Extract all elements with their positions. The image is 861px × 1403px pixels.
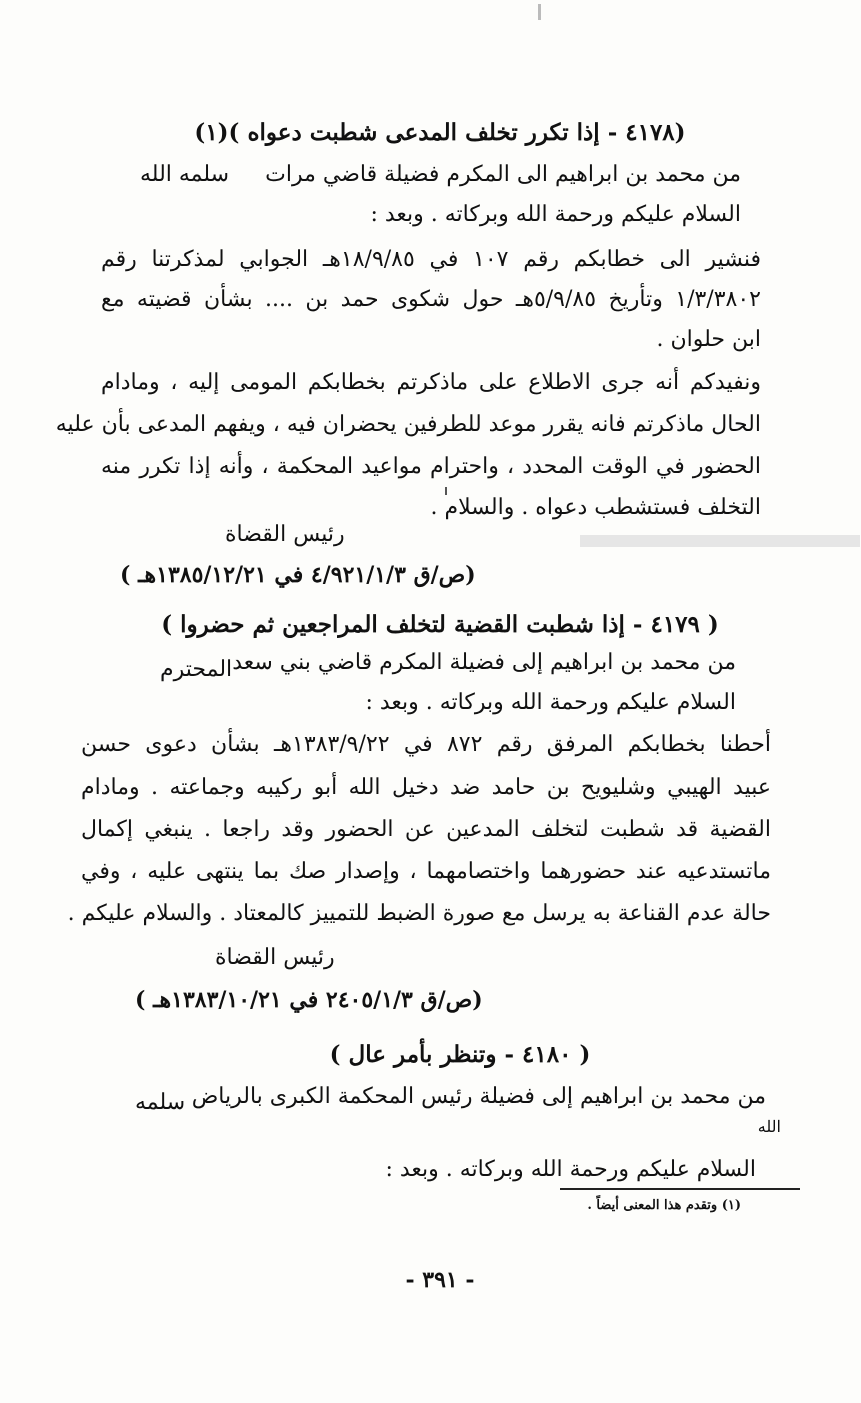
scan-speck	[445, 487, 447, 495]
letter-4179-p1-line1: أحطنا بخطابكم المرفق رقم ٨٧٢ في ١٣٨٣/٩/٢٢هـ بشأن دعوى حسن	[81, 732, 771, 757]
footnote: (١) وتقدم هذا المعنى أيضاً .	[587, 1198, 741, 1213]
letter-4178-p1-line2: ١/٣/٣٨٠٢ وتأريخ ٥/٩/٨٥هـ حول شكوى حمد بن .... بشأن قضيته مع	[101, 287, 761, 312]
letter-4178-p1-line3: ابن حلوان .	[656, 327, 761, 352]
letter-4178-reference: (ص/ق ٤/٩٢١/١/٣ في ١٣٨٥/١٢/٢١هـ )	[120, 562, 476, 588]
letter-4179-p1-line5: حالة عدم القناعة به يرسل مع صورة الضبط للتمييز كالمعتاد . والسلام عليكم .	[67, 901, 771, 926]
letter-4179-p1-line3: القضية قد شطبت لتخلف المدعين عن الحضور وقد راجعا . ينبغي إكمال	[81, 817, 771, 842]
letter-4178-heading: (٤١٧٨ - إذا تكرر تخلف المدعى شطبت دعواه )(١)	[194, 119, 686, 146]
letter-4180-heading: ( ٤١٨٠ - وتنظر بأمر عال )	[329, 1041, 591, 1068]
letter-4179-greeting: السلام عليكم ورحمة الله وبركاته . وبعد :	[365, 690, 736, 715]
letter-4178-p2-line1: ونفيدكم أنه جرى الاطلاع على ماذكرتم بخطابكم المومى إليه ، ومادام	[101, 370, 761, 395]
letter-4178-salute: سلمه الله	[140, 162, 230, 187]
footnote-rule	[560, 1188, 800, 1190]
letter-4179-p1-line4: ماتستدعيه عند حضورهما واختصامهما ، وإصدار صك بما ينتهى عليه ، وفي	[81, 859, 771, 884]
letter-4178-p2-line2: الحال ماذكرتم فانه يقرر موعد للطرفين يحضران فيه ، ويفهم المدعى بأن عليه	[55, 412, 761, 437]
page-number: - ٣٩١ -	[405, 1267, 475, 1293]
letter-4178-signature: رئيس القضاة	[225, 522, 345, 547]
letter-4179-signature: رئيس القضاة	[215, 945, 335, 970]
letter-4180-salute: سلمه	[135, 1090, 186, 1115]
letter-4179-salute: المحترم	[160, 657, 233, 682]
letter-4178-from: من محمد بن ابراهيم الى المكرم فضيلة قاضي مرات	[265, 162, 741, 187]
letter-4178-greeting: السلام عليكم ورحمة الله وبركاته . وبعد :	[370, 202, 741, 227]
scan-speck	[538, 4, 541, 20]
letter-4178-p2-line4: التخلف فستشطب دعواه . والسلام .	[430, 495, 761, 520]
letter-4179-heading: ( ٤١٧٩ - إذا شطبت القضية لتخلف المراجعين ثم حضروا )	[161, 611, 719, 638]
letter-4179-p1-line2: عبيد الهيبي وشليويح بن حامد ضد دخيل الله أبو ركيبه وجماعته . ومادام	[81, 775, 771, 800]
letter-4180-salute-continued: الله	[757, 1117, 781, 1136]
letter-4180-from: من محمد بن ابراهيم إلى فضيلة رئيس المحكمة الكبرى بالرياض	[191, 1084, 766, 1109]
letter-4178-p2-line3: الحضور في الوقت المحدد ، واحترام مواعيد المحكمة ، وأنه إذا تكرر منه	[101, 454, 761, 479]
letter-4178-p1-line1: فنشير الى خطابكم رقم ١٠٧ في ١٨/٩/٨٥هـ الجوابي لمذكرتنا رقم	[101, 247, 762, 272]
letter-4179-from: من محمد بن ابراهيم إلى فضيلة المكرم قاضي بني سعد	[232, 650, 736, 675]
letter-4179-reference: (ص/ق ٢٤٠٥/١/٣ في ١٣٨٣/١٠/٢١هـ )	[135, 987, 483, 1013]
scan-noise	[580, 535, 860, 547]
letter-4180-greeting: السلام عليكم ورحمة الله وبركاته . وبعد :	[385, 1157, 756, 1182]
